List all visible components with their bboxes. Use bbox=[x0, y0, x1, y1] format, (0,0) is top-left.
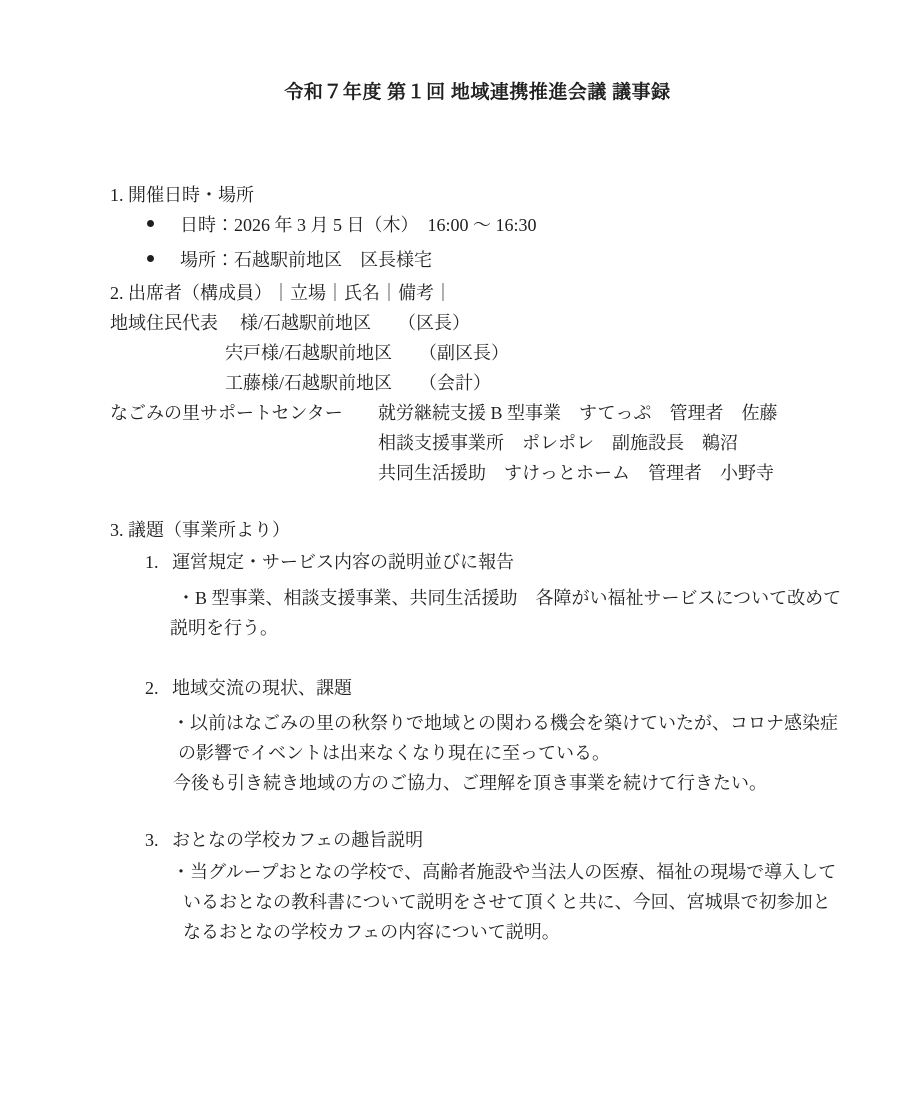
attendee-row: 共同生活援助 すけっとホーム 管理者 小野寺 bbox=[378, 463, 774, 483]
meeting-location-row bbox=[110, 245, 845, 275]
attendee-row: 宍戸様/石越駅前地区 （副区長） bbox=[225, 343, 509, 363]
attendee-row bbox=[110, 308, 845, 338]
attendee-detail: 就労継続支援 B 型事業 すてっぷ 管理者 佐藤 bbox=[378, 403, 778, 423]
agenda-item-body-line: なるおとなの学校カフェの内容について説明。 bbox=[183, 922, 560, 942]
agenda-item-heading: おとなの学校カフェの趣旨説明 bbox=[172, 830, 424, 850]
document-title: 令和７年度 第１回 地域連携推進会議 議事録 bbox=[284, 82, 671, 103]
section-heading-agenda: 3. 議題（事業所より） bbox=[110, 520, 290, 540]
document-content bbox=[0, 78, 923, 947]
datetime-label: 日時： bbox=[180, 215, 234, 235]
bullet-icon bbox=[147, 255, 154, 262]
agenda-item-heading: 地域交流の現状、課題 bbox=[172, 678, 352, 698]
agenda-item-body-line: ・当グループおとなの学校で、高齢者施設や当法人の医療、福祉の現場で導入して bbox=[172, 862, 837, 882]
agenda-item-heading: 運営規定・サービス内容の説明並びに報告 bbox=[172, 552, 514, 572]
attendee-detail: 様/石越駅前地区 （区長） bbox=[240, 313, 470, 333]
agenda-item-body-line: 今後も引き続き地域の方のご協力、ご理解を頂き事業を続けて行きたい。 bbox=[173, 773, 767, 793]
meeting-datetime-row bbox=[110, 210, 845, 240]
agenda-item-body-line: 説明を行う。 bbox=[170, 618, 278, 638]
attendee-row: 工藤様/石越駅前地区 （会計） bbox=[225, 373, 491, 393]
agenda-item-title bbox=[110, 673, 845, 703]
agenda-item-body-line: ・B 型事業、相談支援事業、共同生活援助 各障がい福祉サービスについて改めて bbox=[177, 588, 842, 608]
section-heading-attendees: 2. 出席者（構成員）｜立場｜氏名｜備考｜ bbox=[110, 283, 452, 303]
agenda-item-number: 1. bbox=[145, 552, 159, 572]
section-heading-meeting-info: 1. 開催日時・場所 bbox=[110, 185, 254, 205]
attendee-group-label: なごみの里サポートセンター bbox=[110, 403, 343, 423]
agenda-item-title bbox=[110, 825, 845, 855]
location-value: 石越駅前地区 区長様宅 bbox=[234, 250, 432, 270]
agenda-item-title bbox=[110, 547, 845, 577]
attendee-group-label: 地域住民代表 bbox=[110, 313, 218, 333]
datetime-value: 2026 年 3 月 5 日（木） 16:00 ～ 16:30 bbox=[234, 215, 537, 235]
location-label: 場所： bbox=[180, 250, 234, 270]
agenda-item-number: 3. bbox=[145, 830, 159, 850]
agenda-item-body-line: いるおとなの教科書について説明をさせて頂くと共に、今回、宮城県で初参加と bbox=[183, 892, 831, 912]
agenda-item-body-line: ・以前はなごみの里の秋祭りで地域との関わる機会を築けていたが、コロナ感染症 bbox=[172, 713, 838, 733]
document-page bbox=[0, 78, 923, 1102]
attendee-row: 相談支援事業所 ポレポレ 副施設長 鵜沼 bbox=[378, 433, 738, 453]
agenda-item-number: 2. bbox=[145, 678, 159, 698]
agenda-item-body-line: の影響でイベントは出来なくなり現在に至っている。 bbox=[178, 743, 610, 763]
attendee-row bbox=[110, 398, 845, 428]
bullet-icon bbox=[147, 220, 154, 227]
